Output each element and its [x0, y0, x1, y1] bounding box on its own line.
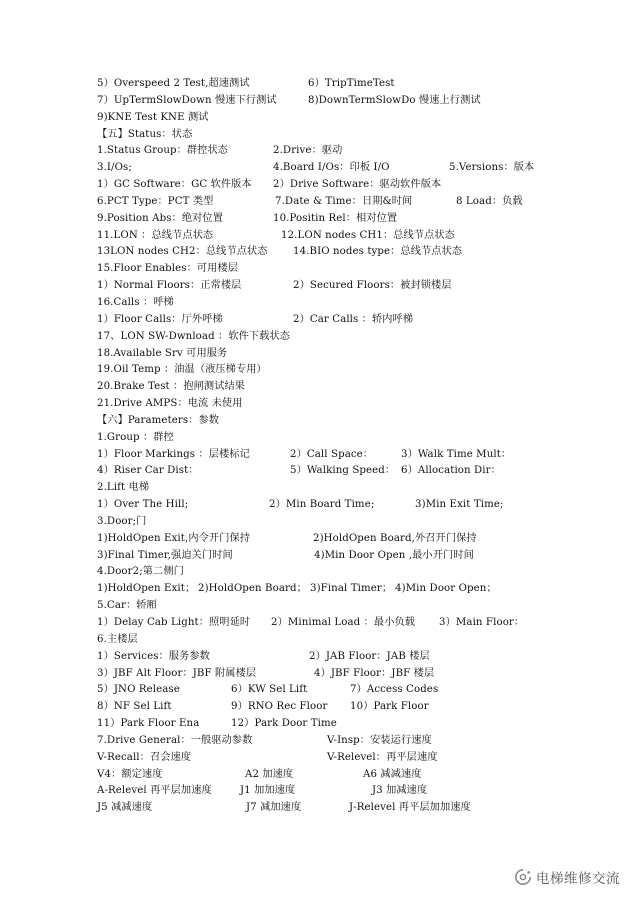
text-line: [97, 346, 632, 363]
text-segment: 17、LON SW-Dwnload ：软件下载状态: [97, 330, 291, 342]
text-segment: 7.Date & Time：日期&时间: [275, 195, 413, 207]
text-segment: 5）Walking Speed：: [290, 465, 396, 477]
text-segment: 6）KW Sel Lift: [231, 684, 308, 696]
text-line: [97, 497, 632, 514]
text-segment: 2.Drive：驱动: [273, 145, 343, 157]
text-line: [97, 750, 632, 767]
watermark-text: 电梯维修交流: [536, 871, 620, 887]
text-line: [97, 548, 632, 565]
text-line: [97, 160, 632, 177]
text-segment: 1)HoldOpen Exit；: [97, 583, 196, 595]
text-line: [97, 127, 632, 144]
text-line: [97, 228, 632, 245]
text-line: [97, 598, 632, 615]
text-segment: 2）JAB Floor：JAB 楼层: [309, 650, 430, 662]
text-line: [97, 211, 632, 228]
text-segment: 5.Car：轿厢: [97, 600, 157, 612]
text-segment: J1 加加速度: [240, 785, 296, 797]
text-segment: 1）Services：服务参数: [97, 650, 210, 662]
text-segment: 12）Park Door Time: [231, 718, 337, 730]
text-segment: 4）JBF Floor：JBF 楼层: [314, 667, 435, 679]
text-segment: A6 减减速度: [363, 768, 422, 780]
text-segment: 3)Final Timer；: [310, 583, 393, 595]
text-line: [97, 312, 632, 329]
text-segment: 1)HoldOpen Exit,内令开门保持: [97, 532, 251, 544]
text-line: [97, 666, 632, 683]
text-segment: 4)Min Door Open；: [395, 583, 497, 595]
text-segment: 12.LON nodes CH1：总线节点状态: [281, 229, 455, 241]
text-segment: 1）Over The Hill;: [97, 499, 189, 511]
text-segment: J7 减加速度: [246, 802, 302, 814]
text-line: [97, 682, 632, 699]
text-line: [97, 194, 632, 211]
text-line: [97, 564, 632, 581]
text-line: [97, 649, 632, 666]
text-segment: 7）Access Codes: [350, 684, 439, 696]
text-line: [97, 413, 632, 430]
text-segment: 2）Car Calls ：轿内呼梯: [293, 313, 414, 325]
text-segment: 10.Positin Rel：相对位置: [273, 212, 398, 224]
text-line: [97, 261, 632, 278]
text-segment: 2）Drive Software：驱动软件版本: [273, 179, 442, 191]
text-segment: 7.Drive General：一般驱动参数: [97, 734, 253, 746]
text-line: [97, 800, 632, 817]
text-segment: 6.主楼层: [97, 633, 138, 645]
text-segment: 1.Status Group：群控状态: [97, 145, 229, 157]
text-segment: 9.Position Abs：绝对位置: [97, 212, 224, 224]
wechat-official-account-icon: [514, 868, 532, 886]
text-line: [97, 177, 632, 194]
text-segment: 3.Door;门: [97, 515, 147, 527]
text-segment: 6）Allocation Dir：: [401, 465, 501, 477]
text-segment: 1）Floor Markings ：层楼标记: [97, 448, 250, 460]
text-line: [97, 733, 632, 750]
text-segment: 3)Final Timer,强迫关门时间: [97, 549, 233, 561]
text-line: [97, 716, 632, 733]
text-segment: 18.Available Srv 可用服务: [97, 347, 228, 359]
text-segment: 14.BIO nodes type：总线节点状态: [293, 246, 463, 258]
text-segment: 19.Oil Temp ：油温（液压梯专用）: [97, 364, 267, 376]
text-segment: 11.LON ：总线节点状态: [97, 229, 214, 241]
text-segment: 9）RNO Rec Floor: [231, 701, 328, 713]
text-segment: 4.Door2;第二侧门: [97, 566, 184, 578]
text-segment: 8)DownTermSlowDo 慢速上行测试: [308, 94, 481, 106]
text-segment: 【六】Parameters：参数: [97, 414, 220, 426]
text-segment: V-Insp：安装运行速度: [327, 734, 432, 746]
text-segment: 2.Lift 电梯: [97, 482, 150, 494]
text-segment: J3 加减速度: [372, 785, 428, 797]
text-segment: J5 减减速度: [97, 802, 153, 814]
text-segment: 2)HoldOpen Board,外召开门保持: [313, 532, 477, 544]
text-segment: 1）Normal Floors：正常楼层: [97, 280, 242, 292]
text-line: [97, 329, 632, 346]
text-segment: 8 Load：负载: [456, 195, 523, 207]
text-segment: 20.Brake Test ：抱闸测试结果: [97, 381, 246, 393]
text-segment: 3.I/Os;: [97, 162, 132, 174]
document-body: [97, 76, 632, 817]
text-segment: 8）NF Sel Lift: [97, 701, 172, 713]
text-segment: V4：额定速度: [97, 768, 163, 780]
text-line: [97, 581, 632, 598]
text-segment: 2）Minimal Load ：最小负载: [271, 617, 416, 628]
text-segment: 7）UpTermSlowDown 慢速下行测试: [97, 94, 277, 106]
text-segment: 6.PCT Type：PCT 类型: [97, 195, 214, 207]
text-line: [97, 514, 632, 531]
text-segment: A-Relevel 再平层加速度: [97, 785, 212, 797]
text-segment: 3）JBF Alt Floor：JBF 附属楼层: [97, 667, 257, 679]
text-segment: 6）TripTimeTest: [308, 78, 395, 89]
text-segment: A2 加速度: [245, 768, 294, 780]
text-line: [97, 531, 632, 548]
text-segment: 2)HoldOpen Board；: [198, 583, 307, 595]
text-segment: 2）Secured Floors：被封锁楼层: [293, 280, 452, 292]
text-line: [97, 396, 632, 413]
text-segment: 9)KNE Test KNE 测试: [97, 111, 209, 123]
watermark: [514, 866, 620, 888]
text-line: [97, 615, 632, 632]
text-segment: 15.Floor Enables：可用楼层: [97, 263, 239, 275]
text-line: [97, 783, 632, 800]
text-line: [97, 76, 632, 93]
text-line: [97, 430, 632, 447]
text-line: [97, 632, 632, 649]
text-line: [97, 379, 632, 396]
text-segment: 21.Drive AMPS：电流 未使用: [97, 398, 243, 410]
text-segment: J-Relevel 再平层加加速度: [349, 802, 471, 814]
text-segment: 2）Min Board Time;: [269, 499, 375, 511]
text-segment: 4)Min Door Open ,最小开门时间: [314, 549, 474, 561]
text-segment: 1.Group ：群控: [97, 431, 174, 443]
text-line: [97, 699, 632, 716]
text-line: [97, 463, 632, 480]
text-line: [97, 93, 632, 110]
text-line: [97, 278, 632, 295]
text-segment: 【五】Status：状态: [97, 128, 193, 140]
text-line: [97, 447, 632, 464]
text-segment: 10）Park Floor: [350, 701, 429, 713]
text-segment: 3)Min Exit Time;: [415, 499, 504, 511]
text-line: [97, 480, 632, 497]
text-segment: 5.Versions：版本: [449, 162, 535, 174]
text-segment: 3）Main Floor：: [439, 617, 525, 628]
text-line: [97, 244, 632, 261]
text-segment: 5）Overspeed 2 Test,超速测试: [97, 78, 250, 89]
text-segment: 1）Delay Cab Light：照明延时: [97, 617, 251, 628]
text-segment: 3）Walk Time Mult：: [401, 448, 512, 460]
text-segment: V-Relevel：再平层速度: [327, 751, 438, 763]
text-segment: 2）Call Space：: [290, 448, 374, 460]
text-segment: 16.Calls ：呼梯: [97, 296, 174, 308]
text-segment: V-Recall：召会速度: [97, 751, 192, 763]
text-segment: 4.Board I/Os：印板 I/O: [273, 162, 390, 174]
text-line: [97, 143, 632, 160]
text-segment: 5）JNO Release: [97, 684, 180, 696]
text-line: [97, 110, 632, 127]
text-segment: 13LON nodes CH2：总线节点状态: [97, 246, 268, 258]
text-segment: 4）Riser Car Dist：: [97, 465, 199, 477]
text-segment: 1）GC Software：GC 软件版本: [97, 179, 252, 191]
text-line: [97, 295, 632, 312]
text-segment: 11）Park Floor Ena: [97, 718, 200, 730]
text-line: [97, 767, 632, 784]
text-line: [97, 362, 632, 379]
text-segment: 1）Floor Calls：厅外呼梯: [97, 313, 223, 325]
